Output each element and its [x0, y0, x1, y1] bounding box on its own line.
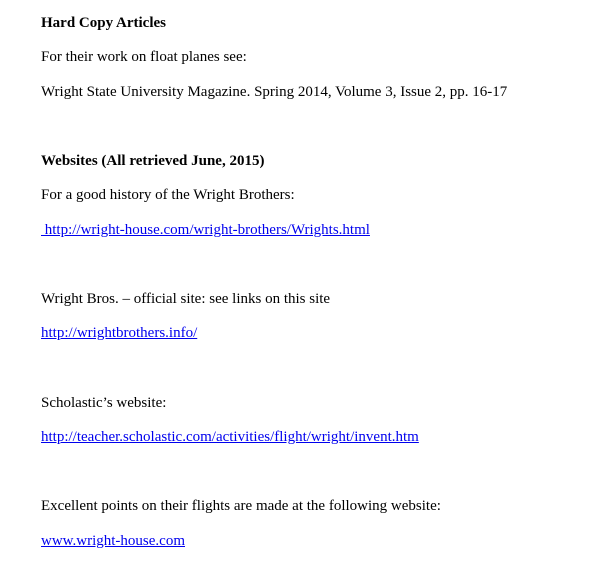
website-2-description: Wright Bros. – official site: see links on this site [41, 291, 331, 307]
wrightbrothers-info-link[interactable]: http://wrightbrothers.info/ [41, 325, 198, 341]
hard-copy-citation: Wright State University Magazine. Spring 2014, Volume 3, Issue 2, pp. 16-17 [41, 84, 508, 100]
website-2-link-row [41, 324, 197, 342]
website-4-link-row [41, 532, 185, 550]
wright-house-home-link[interactable]: www.wright-house.com [41, 533, 186, 549]
wright-house-history-link[interactable]: http://wright-house.com/wright-brothers/Wrights.html [41, 222, 370, 238]
websites-heading: Websites (All retrieved June, 2015) [41, 153, 265, 169]
website-3-description: Scholastic’s website: [41, 395, 167, 411]
hard-copy-intro: For their work on float planes see: [41, 49, 247, 65]
website-1-link-row [41, 221, 370, 239]
website-3-link-row [41, 428, 419, 446]
website-4-description: Excellent points on their flights are made at the following website: [41, 498, 441, 514]
website-1-description: For a good history of the Wright Brothers: [41, 187, 295, 203]
scholastic-invent-link[interactable]: http://teacher.scholastic.com/activities/flight/wright/invent.htm [41, 429, 419, 445]
hard-copy-heading: Hard Copy Articles [41, 15, 166, 31]
